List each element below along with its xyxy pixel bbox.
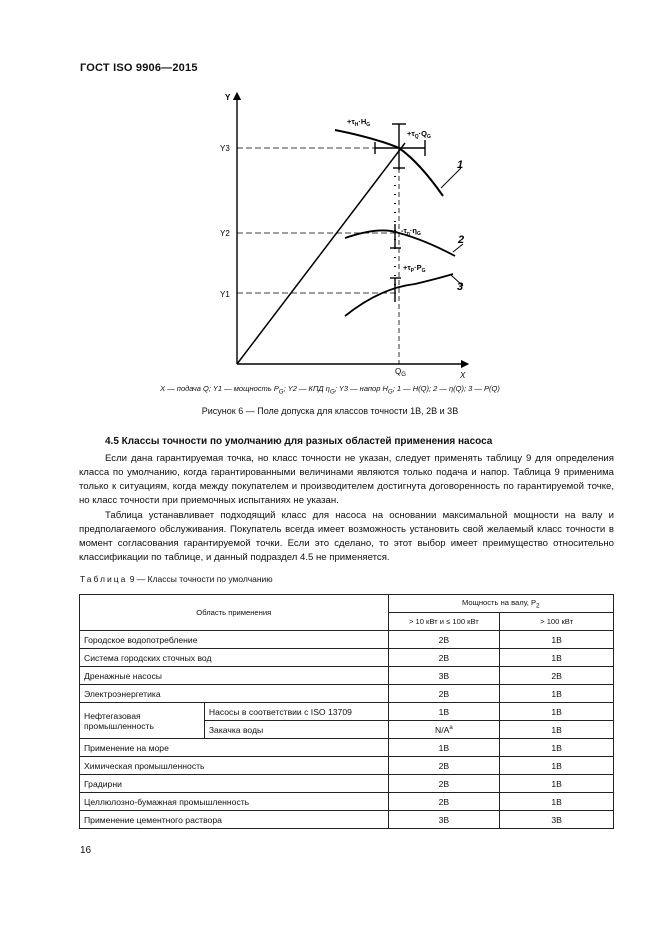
document-header: ГОСТ ISO 9906—2015 <box>80 62 198 74</box>
section-heading: 4.5 Классы точности по умолчанию для разных областей применения насоса <box>105 436 493 447</box>
figure-legend: X — подача Q; Y1 — мощность $P_G$; Y2 — КПД $\eta_G$; Y3 — напор $H_G$; 1 — H(Q); 2 — η(Q); 3 — P(Q) <box>160 384 500 396</box>
table-row: Химическая промышленность 2В 1В <box>80 757 614 775</box>
table-row: Система городских сточных вод 2В 1В <box>80 649 614 667</box>
page-number: 16 <box>80 845 92 856</box>
leader-1 <box>441 168 461 188</box>
header-col-100: > 100 кВт <box>500 613 614 631</box>
header-area: Область применения <box>80 595 389 631</box>
annotation-h: $+\tau_H\cdot H_G$ <box>347 117 371 128</box>
table-row: Применение на море 1В 1В <box>80 739 614 757</box>
header-power: Мощность на валу, $P_2$ <box>388 595 614 613</box>
paragraph-1: Если дана гарантируемая точка, но класс точности не указан, следует применять таблицу 9 для определения класса по умолчанию, когда гарантированными величинами являются только подача и напор. Таблица 9 применима только к ситуациям, когда между покупателем и производителем достигнута договоренность по гарантируемой точке, но класс точности при приемочных испытаниях не указан. <box>79 453 614 506</box>
table-row: Дренажные насосы 3В 2В <box>80 667 614 685</box>
axis-x-label: X <box>460 371 466 380</box>
table-row: Электроэнергетика 2В 1В <box>80 685 614 703</box>
table-row: Нефтегазовая промышленность Насосы в соответствии с ISO 13709 1В 1В <box>80 703 614 721</box>
na-cell: $N/A^a$ <box>388 721 500 739</box>
header-col-10-100: > 10 кВт и ≤ 100 кВт <box>388 613 500 631</box>
curve-eta <box>345 230 455 256</box>
table-row: Целлюлозно-бумажная промышленность 2В 1В <box>80 793 614 811</box>
annotation-q: $+\tau_Q\cdot Q_G$ <box>407 129 431 140</box>
qg-guide-line <box>237 143 405 364</box>
tick-y3: Y3 <box>220 144 230 153</box>
annotation-p: $+\tau_P\cdot P_G$ <box>403 263 426 274</box>
curve-number-2: 2 <box>458 234 465 246</box>
table-caption: Таблица 9 — Классы точности по умолчанию <box>80 574 273 584</box>
paragraph-2: Таблица устанавливает подходящий класс для насоса на основании максимальной мощности на валу и предполагаемого обслуживания. Покупатель всегда имеет возможность установить свой желаемый класс точности в момент согласования гарантируемой точки. Если это сделано, то этот выбор имеет преимущество относительно классификации по таблице, и данный подраздел 4.5 не применяется. <box>79 510 614 563</box>
tick-qg: $Q_G$ <box>395 367 406 378</box>
accuracy-class-table <box>79 594 614 829</box>
tolerance-figure <box>215 88 475 380</box>
tick-y2: Y2 <box>220 229 230 238</box>
table-row: Городское водопотребление 2В 1В <box>80 631 614 649</box>
annotation-eta: $-\tau_\eta\cdot\eta_G$ <box>401 226 421 237</box>
curve-number-1: 1 <box>457 159 464 171</box>
oil-gas-cell: Нефтегазовая промышленность <box>80 703 205 739</box>
tick-y1: Y1 <box>220 290 230 299</box>
curve-number-3: 3 <box>457 281 464 293</box>
axis-y-label: Y <box>225 93 231 102</box>
table-row: Закачка воды $N/A^a$ 1В <box>80 721 614 739</box>
table-row: Применение цементного раствора 3В 3В <box>80 811 614 829</box>
figure-caption: Рисунок 6 — Поле допуска для классов точности 1В, 2В и 3В <box>201 406 459 416</box>
table-row: Градирни 2В 1В <box>80 775 614 793</box>
